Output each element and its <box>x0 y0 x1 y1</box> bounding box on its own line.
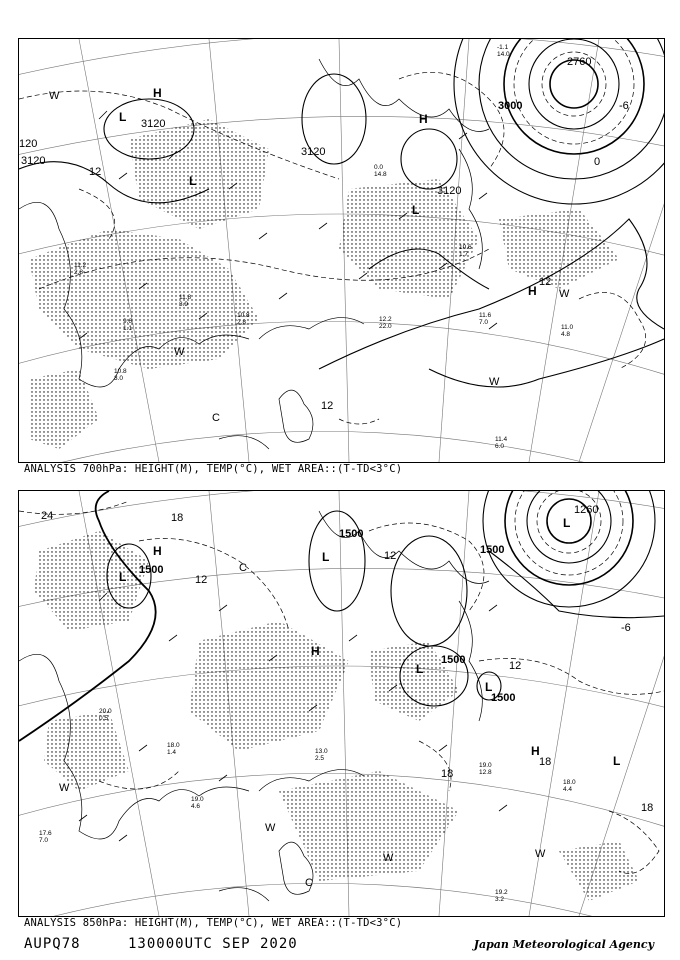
low-center: L <box>189 174 197 188</box>
map-700hpa <box>19 39 664 462</box>
low-center: L <box>416 662 424 676</box>
chart-850hpa <box>18 490 665 917</box>
station-value: 12.2 22.0 <box>379 316 392 330</box>
high-center: H <box>153 86 162 100</box>
temp-label: 18 <box>171 512 184 524</box>
high-center: H <box>419 112 428 126</box>
temp-label: 12 <box>89 166 102 178</box>
high-center: H <box>153 544 162 558</box>
temp-label: 18 <box>641 802 654 814</box>
temp-label: 12 <box>539 276 552 288</box>
low-center: L <box>412 203 420 217</box>
temp-label: -6 <box>619 100 629 112</box>
bulletin-code: AUPQ78 <box>24 936 81 952</box>
low-center: L <box>485 680 493 694</box>
temp-label: 24 <box>41 510 54 522</box>
height-label: 3120 <box>301 146 326 158</box>
station-value: 18.0 4.4 <box>563 779 576 793</box>
station-value: 10.6 1.7 <box>459 244 472 258</box>
wet-area <box>34 531 639 901</box>
height-label: 1260 <box>574 504 599 516</box>
station-value: 19.0 12.8 <box>479 762 492 776</box>
station-value: 10.8 3.0 <box>114 368 127 382</box>
warm-area: W <box>559 288 570 300</box>
warm-area: W <box>265 822 276 834</box>
height-label: 1500 <box>339 528 364 540</box>
warm-area: W <box>535 848 546 860</box>
map-850hpa <box>19 491 664 916</box>
temp-label: 18 <box>539 756 552 768</box>
temp-label: 12 <box>509 660 522 672</box>
station-value: 11.2 2.8 <box>74 262 87 276</box>
agency-name: Japan Meteorological Agency <box>473 938 654 951</box>
station-value: 13.0 2.5 <box>315 748 328 762</box>
station-value: 11.4 6.0 <box>495 436 508 450</box>
temp-label: 12 <box>384 550 397 562</box>
temp-label: 12 <box>321 400 334 412</box>
warm-area: W <box>49 90 60 102</box>
cold-area: C <box>305 877 313 889</box>
station-value: 11.6 7.0 <box>479 312 492 326</box>
station-value: 9.6 1.1 <box>123 318 133 332</box>
cold-area: C <box>239 562 247 574</box>
station-value: 17.6 7.0 <box>39 830 52 844</box>
low-center: L <box>119 570 127 584</box>
temp-label: -6 <box>621 622 631 634</box>
temp-label: 12 <box>195 574 208 586</box>
temp-label: 0 <box>594 156 601 168</box>
temp-label: 120 <box>19 138 38 150</box>
station-value: 11.0 4.8 <box>561 324 574 338</box>
height-label: 1500 <box>139 564 164 576</box>
analysis-time: 130000UTC SEP 2020 <box>128 936 298 952</box>
height-label: 1500 <box>480 544 505 556</box>
station-value: 19.0 4.6 <box>191 796 204 810</box>
station-value: 10.8 2.8 <box>237 312 250 326</box>
warm-area: W <box>59 782 70 794</box>
low-center: L <box>119 110 127 124</box>
chart-700hpa <box>18 38 665 463</box>
caption-700hpa: ANALYSIS 700hPa: HEIGHT(M), TEMP(°C), WET AREA::(T-TD<3°C) <box>24 463 403 475</box>
high-center: H <box>528 284 537 298</box>
station-value: -1.1 14.0 <box>497 44 510 58</box>
high-center: H <box>311 644 320 658</box>
station-value: 0.0 14.8 <box>374 164 387 178</box>
warm-area: W <box>383 852 394 864</box>
low-center: L <box>563 516 571 530</box>
caption-850hpa: ANALYSIS 850hPa: HEIGHT(M), TEMP(°C), WET AREA::(T-TD<3°C) <box>24 917 403 929</box>
warm-area: W <box>489 376 500 388</box>
cold-area: C <box>212 412 220 424</box>
station-value: 19.2 3.2 <box>495 889 508 903</box>
height-label: 2760 <box>567 56 592 68</box>
temp-label: 18 <box>441 768 454 780</box>
low-center: L <box>613 754 621 768</box>
station-value: 20.0 0.5 <box>99 708 112 722</box>
low-center: L <box>322 550 330 564</box>
height-label: 3000 <box>498 100 523 112</box>
height-label: 3120 <box>21 155 46 167</box>
height-label: 3120 <box>141 118 166 130</box>
warm-area: W <box>174 346 185 358</box>
height-label: 1500 <box>491 692 516 704</box>
high-center: H <box>531 744 540 758</box>
height-label: 1500 <box>441 654 466 666</box>
station-value: 11.8 3.9 <box>179 294 192 308</box>
height-label: 3120 <box>437 185 462 197</box>
station-value: 18.0 1.4 <box>167 742 180 756</box>
